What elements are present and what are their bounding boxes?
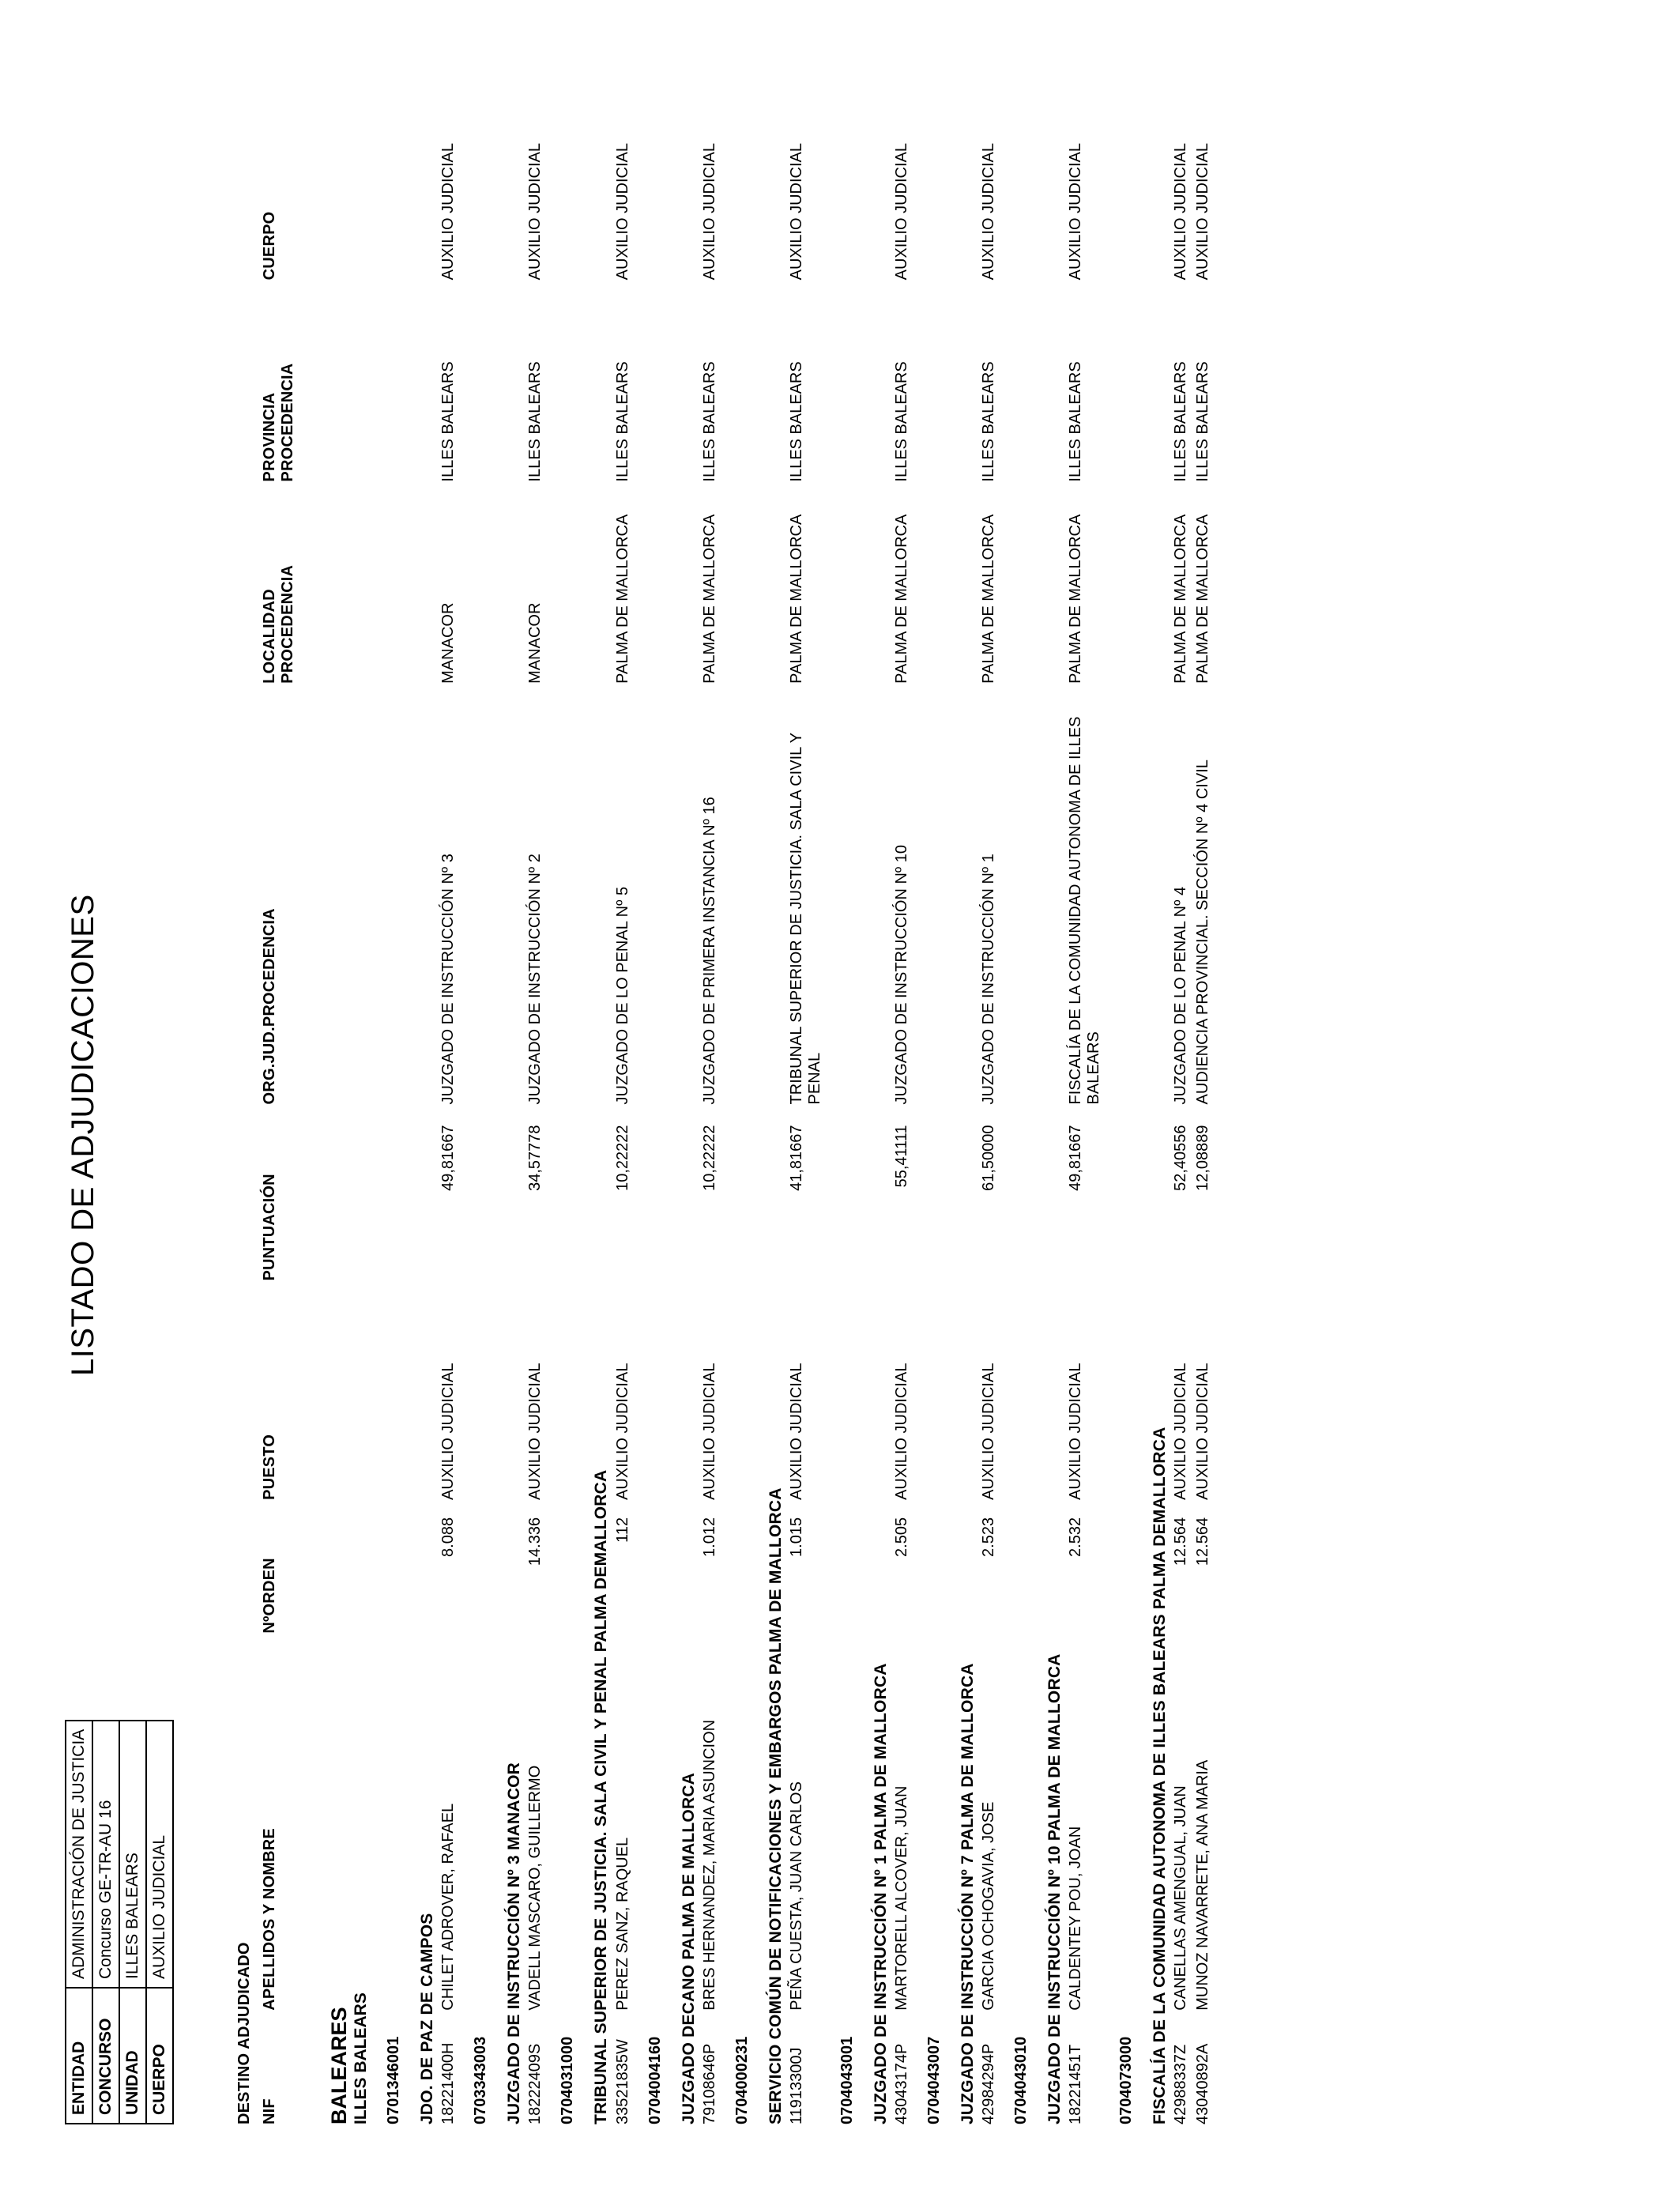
cell-nombre: PEREZ SANZ, RAQUEL bbox=[613, 1837, 631, 2011]
table-row bbox=[700, 70, 722, 2124]
info-value-cuerpo: AUXILIO JUDICIAL bbox=[146, 1721, 173, 1988]
cell-provincia: ILLES BALEARS bbox=[1172, 361, 1190, 482]
cell-cuerpo: AUXILIO JUDICIAL bbox=[613, 142, 631, 281]
block-group-title: JUZGADO DECANO PALMA DE MALLORCA bbox=[679, 1772, 698, 2124]
cell-organo: JUZGADO DE INSTRUCCIÓN Nº 2 bbox=[526, 854, 544, 1105]
block-code-row bbox=[914, 70, 944, 2124]
cell-orden: 2.532 bbox=[1067, 1517, 1085, 1557]
info-key-entidad: ENTIDAD bbox=[66, 1988, 92, 2124]
cell-organo: FISCALÍA DE LA COMUNIDAD AUTONOMA DE ILLES BALEARS bbox=[1067, 716, 1103, 1105]
column-header-localidad-line2: PROCEDENCIA bbox=[279, 564, 296, 684]
column-header-nombre: APELLIDOS Y NOMBRE bbox=[261, 1828, 278, 2011]
region-title: BALEARES bbox=[327, 2007, 351, 2124]
cell-provincia: ILLES BALEARS bbox=[1194, 361, 1212, 482]
cell-nif: 18221400H bbox=[439, 2042, 458, 2124]
table-row bbox=[525, 70, 548, 2124]
cell-cuerpo: AUXILIO JUDICIAL bbox=[1172, 142, 1190, 281]
cell-nif: 42988337Z bbox=[1172, 2044, 1190, 2124]
cell-cuerpo: AUXILIO JUDICIAL bbox=[1067, 142, 1085, 281]
block-group-title: FISCALÍA DE LA COMUNIDAD AUTONOMA DE ILLES BALEARS PALMA DEMALLORCA bbox=[1151, 1427, 1170, 2124]
cell-nif: 79108646P bbox=[700, 2043, 718, 2124]
cell-puesto: AUXILIO JUDICIAL bbox=[613, 1363, 631, 1500]
destino-adjudicado-label: DESTINO ADJUDICADO bbox=[235, 1942, 253, 2124]
column-header-provincia bbox=[261, 280, 310, 481]
page-title: LISTADO DE ADJUDICACIONES bbox=[66, 894, 100, 1376]
adjudicaciones-table bbox=[261, 70, 1215, 2124]
cell-organo: JUZGADO DE LO PENAL Nº 5 bbox=[613, 886, 631, 1105]
cell-nombre: VADELL MASCARO, GUILLERMO bbox=[526, 1765, 544, 2011]
cell-puntuacion: 10,22222 bbox=[700, 1125, 718, 1191]
cell-orden: 14.336 bbox=[526, 1517, 544, 1566]
header-info-table bbox=[65, 1720, 174, 2124]
table-row bbox=[1066, 70, 1106, 2124]
cell-puesto: AUXILIO JUDICIAL bbox=[980, 1363, 998, 1500]
cell-provincia: ILLES BALEARS bbox=[613, 361, 631, 482]
cell-orden: 1.015 bbox=[787, 1517, 805, 1557]
block-group-title: JDO. DE PAZ DE CAMPOS bbox=[418, 1913, 437, 2124]
region-subtitle: ILLES BALEARS bbox=[352, 1992, 371, 2124]
cell-nombre: CALDENTEY POU, JOAN bbox=[1067, 1826, 1085, 2011]
table-row bbox=[892, 70, 914, 2124]
cell-localidad: PALMA DE MALLORCA bbox=[613, 514, 631, 684]
cell-provincia: ILLES BALEARS bbox=[439, 361, 458, 482]
cell-orden: 12.564 bbox=[1194, 1517, 1212, 1566]
region-subtitle-row bbox=[352, 70, 374, 2124]
block-group-row bbox=[944, 70, 979, 2124]
cell-puntuacion: 10,22222 bbox=[613, 1125, 631, 1191]
block-group-title: JUZGADO DE INSTRUCCIÓN Nº 3 MANACOR bbox=[505, 1762, 524, 2124]
column-header-organo: ORG.JUD.PROCEDENCIA bbox=[261, 908, 278, 1105]
column-header-localidad-line1: LOCALIDAD bbox=[261, 589, 278, 684]
block-group-title: JUZGADO DE INSTRUCCIÓN Nº 7 PALMA DE MALLORCA bbox=[959, 1663, 977, 2124]
region-title-row bbox=[310, 70, 352, 2124]
cell-provincia: ILLES BALEARS bbox=[893, 361, 911, 482]
cell-nif: 43040892A bbox=[1194, 2043, 1212, 2124]
cell-nif: 33521835W bbox=[613, 2039, 631, 2124]
block-group-row bbox=[752, 70, 787, 2124]
cell-nombre: CHILET ADROVER, RAFAEL bbox=[439, 1803, 458, 2011]
cell-nif: 18221451T bbox=[1067, 2044, 1085, 2124]
cell-cuerpo: AUXILIO JUDICIAL bbox=[787, 142, 805, 281]
cell-provincia: ILLES BALEARS bbox=[1067, 361, 1085, 482]
cell-nif: 18222409S bbox=[526, 2043, 544, 2124]
column-header-nif: NIF bbox=[261, 2098, 278, 2124]
cell-nombre: PEÑA CUESTA, JUAN CARLOS bbox=[787, 1781, 805, 2011]
block-code: 0704073000 bbox=[1117, 2036, 1136, 2124]
cell-provincia: ILLES BALEARS bbox=[526, 361, 544, 482]
table-header-row bbox=[261, 70, 310, 2124]
cell-localidad: PALMA DE MALLORCA bbox=[893, 514, 911, 684]
cell-puntuacion: 34,57778 bbox=[526, 1125, 544, 1191]
cell-nif: 42984294P bbox=[980, 2043, 998, 2124]
cell-organo: JUZGADO DE PRIMERA INSTANCIA Nº 16 bbox=[700, 797, 718, 1105]
info-key-cuerpo: CUERPO bbox=[146, 1988, 173, 2124]
column-header-provincia-line2: PROCEDENCIA bbox=[279, 363, 296, 482]
block-group-title: TRIBUNAL SUPERIOR DE JUSTICIA. SALA CIVIL Y PENAL PALMA DEMALLORCA bbox=[592, 1469, 611, 2124]
cell-provincia: ILLES BALEARS bbox=[700, 361, 718, 482]
table-row bbox=[1171, 70, 1193, 2124]
cell-cuerpo: AUXILIO JUDICIAL bbox=[439, 142, 458, 281]
cell-puesto: AUXILIO JUDICIAL bbox=[526, 1363, 544, 1500]
block-code-row bbox=[1001, 70, 1031, 2124]
cell-localidad: PALMA DE MALLORCA bbox=[1067, 514, 1085, 684]
cell-puntuacion: 49,81667 bbox=[1067, 1125, 1085, 1191]
cell-organo: JUZGADO DE INSTRUCCIÓN Nº 1 bbox=[980, 854, 998, 1105]
block-group-title: JUZGADO DE INSTRUCCIÓN Nº 10 PALMA DE MALLORCA bbox=[1045, 1653, 1064, 2124]
block-group-row bbox=[1031, 70, 1066, 2124]
table-row bbox=[1193, 70, 1215, 2124]
cell-puntuacion: 52,40556 bbox=[1172, 1125, 1190, 1191]
cell-puesto: AUXILIO JUDICIAL bbox=[787, 1363, 805, 1500]
cell-organo: TRIBUNAL SUPERIOR DE JUSTICIA. SALA CIVIL Y PENAL bbox=[787, 733, 823, 1105]
block-group-title: JUZGADO DE INSTRUCCIÓN Nº 1 PALMA DE MALLORCA bbox=[871, 1663, 890, 2124]
cell-localidad: PALMA DE MALLORCA bbox=[700, 514, 718, 684]
cell-orden: 1.012 bbox=[700, 1517, 718, 1557]
cell-localidad: PALMA DE MALLORCA bbox=[1172, 514, 1190, 684]
block-code-row bbox=[1106, 70, 1136, 2124]
cell-nombre: CANELLAS AMENGUAL, JUAN bbox=[1172, 1785, 1190, 2011]
block-code-row bbox=[827, 70, 857, 2124]
cell-localidad: MANACOR bbox=[526, 602, 544, 684]
column-header-puesto: PUESTO bbox=[261, 1434, 278, 1500]
cell-cuerpo: AUXILIO JUDICIAL bbox=[526, 142, 544, 281]
cell-puntuacion: 55,41111 bbox=[893, 1125, 911, 1188]
info-row-concurso bbox=[92, 1721, 119, 2124]
cell-puesto: AUXILIO JUDICIAL bbox=[893, 1363, 911, 1500]
block-group-row bbox=[857, 70, 892, 2124]
table-row bbox=[787, 70, 827, 2124]
cell-localidad: PALMA DE MALLORCA bbox=[1194, 514, 1212, 684]
block-code: 0704000231 bbox=[733, 2036, 751, 2124]
cell-cuerpo: AUXILIO JUDICIAL bbox=[1194, 142, 1212, 281]
cell-puesto: AUXILIO JUDICIAL bbox=[700, 1363, 718, 1500]
block-code: 0704004160 bbox=[646, 2036, 664, 2124]
cell-localidad: PALMA DE MALLORCA bbox=[980, 514, 998, 684]
block-code: 0704043007 bbox=[925, 2036, 944, 2124]
info-row-unidad bbox=[119, 1721, 146, 2124]
info-key-concurso: CONCURSO bbox=[92, 1988, 119, 2124]
block-code-row bbox=[461, 70, 491, 2124]
cell-orden: 2.523 bbox=[980, 1517, 998, 1557]
info-value-unidad: ILLES BALEARS bbox=[119, 1721, 146, 1988]
block-group-row bbox=[1136, 70, 1171, 2124]
block-code-row bbox=[374, 70, 404, 2124]
cell-nombre: GARCIA OCHOGAVIA, JOSE bbox=[980, 1801, 998, 2011]
table-row bbox=[439, 70, 461, 2124]
block-code: 0701346001 bbox=[385, 2036, 403, 2124]
cell-cuerpo: AUXILIO JUDICIAL bbox=[700, 142, 718, 281]
info-row-cuerpo bbox=[146, 1721, 173, 2124]
block-code: 0703343003 bbox=[472, 2036, 490, 2124]
cell-cuerpo: AUXILIO JUDICIAL bbox=[893, 142, 911, 281]
info-key-unidad: UNIDAD bbox=[119, 1988, 146, 2124]
cell-orden: 12.564 bbox=[1172, 1517, 1190, 1566]
info-row-entidad bbox=[66, 1721, 92, 2124]
cell-organo: JUZGADO DE INSTRUCCIÓN Nº 3 bbox=[439, 854, 458, 1105]
cell-orden: 112 bbox=[613, 1517, 631, 1543]
cell-organo: AUDIENCIA PROVINCIAL. SECCIÓN Nº 4 CIVIL bbox=[1194, 760, 1212, 1105]
column-header-cuerpo: CUERPO bbox=[261, 211, 278, 281]
block-code-row bbox=[722, 70, 752, 2124]
cell-organo: JUZGADO DE INSTRUCCIÓN Nº 10 bbox=[893, 845, 911, 1105]
cell-provincia: ILLES BALEARS bbox=[787, 361, 805, 482]
cell-localidad: MANACOR bbox=[439, 602, 458, 684]
cell-puntuacion: 12,08889 bbox=[1194, 1125, 1212, 1191]
cell-orden: 8.088 bbox=[439, 1517, 458, 1557]
cell-puesto: AUXILIO JUDICIAL bbox=[1172, 1363, 1190, 1500]
cell-localidad: PALMA DE MALLORCA bbox=[787, 514, 805, 684]
cell-organo: JUZGADO DE LO PENAL Nº 4 bbox=[1172, 886, 1190, 1105]
block-group-row bbox=[404, 70, 439, 2124]
cell-nombre: MUNOZ NAVARRETE, ANA MARIA bbox=[1194, 1759, 1212, 2011]
block-code: 0704043010 bbox=[1012, 2036, 1030, 2124]
block-code-row bbox=[548, 70, 578, 2124]
cell-orden: 2.505 bbox=[893, 1517, 911, 1557]
table-row bbox=[613, 70, 635, 2124]
table-row bbox=[979, 70, 1001, 2124]
info-value-concurso: Concurso GE-TR-AU 16 bbox=[92, 1721, 119, 1988]
column-header-provincia-line1: PROVINCIA bbox=[261, 392, 278, 482]
cell-provincia: ILLES BALEARS bbox=[980, 361, 998, 482]
column-header-orden: NºORDEN bbox=[261, 1558, 278, 1634]
cell-nif: 43043174P bbox=[893, 2043, 911, 2124]
block-group-row bbox=[491, 70, 525, 2124]
cell-puntuacion: 49,81667 bbox=[439, 1125, 458, 1191]
cell-nif: 11913300J bbox=[787, 2047, 805, 2124]
block-group-row bbox=[578, 70, 612, 2124]
block-group-title: SERVICIO COMÚN DE NOTIFICACIONES Y EMBARGOS PALMA DE MALLORCA bbox=[766, 1487, 785, 2124]
cell-puntuacion: 61,50000 bbox=[980, 1125, 998, 1191]
block-code: 0704043001 bbox=[838, 2036, 856, 2124]
column-header-puntuacion: PUNTUACIÓN bbox=[261, 1174, 278, 1281]
cell-nombre: BRES HERNANDEZ, MARIA ASUNCION bbox=[700, 1719, 718, 2011]
cell-cuerpo: AUXILIO JUDICIAL bbox=[980, 142, 998, 281]
cell-puesto: AUXILIO JUDICIAL bbox=[1067, 1363, 1085, 1500]
cell-puesto: AUXILIO JUDICIAL bbox=[1194, 1363, 1212, 1500]
cell-nombre: MARTORELL ALCOVER, JUAN bbox=[893, 1785, 911, 2011]
block-group-row bbox=[665, 70, 700, 2124]
column-header-localidad bbox=[261, 482, 310, 684]
cell-puesto: AUXILIO JUDICIAL bbox=[439, 1363, 458, 1500]
block-code: 0704031000 bbox=[559, 2036, 577, 2124]
block-code-row bbox=[635, 70, 665, 2124]
cell-puntuacion: 41,81667 bbox=[787, 1125, 805, 1191]
info-value-entidad: ADMINISTRACIÓN DE JUSTICIA bbox=[66, 1721, 92, 1988]
